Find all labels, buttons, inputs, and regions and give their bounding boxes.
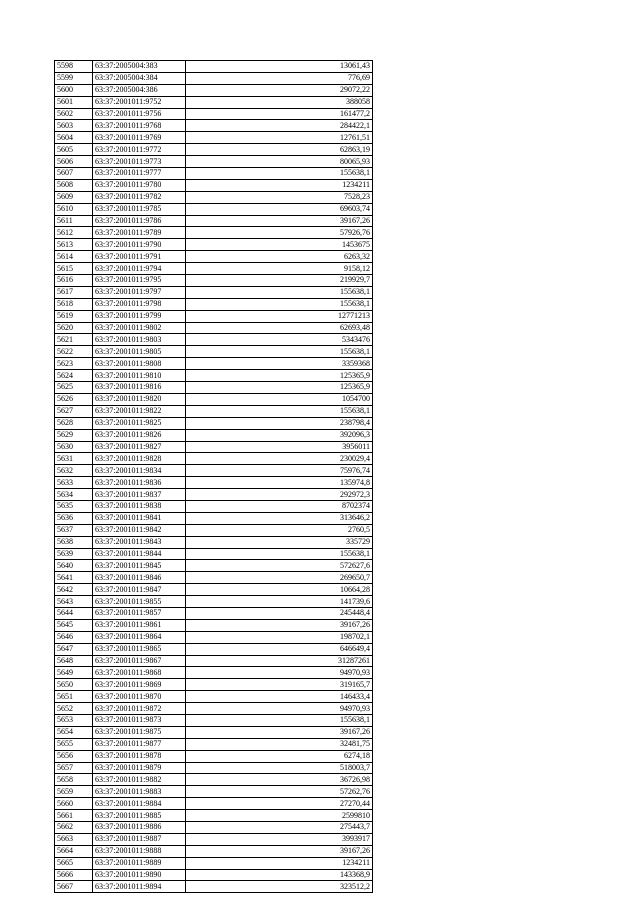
row-number: 5621 (55, 334, 93, 346)
cadastral-number: 63:37:2001011:9864 (93, 631, 186, 643)
cadastral-value: 57262,76 (186, 786, 373, 798)
row-number: 5635 (55, 500, 93, 512)
table-row (55, 560, 373, 572)
cadastral-number: 63:37:2001011:9855 (93, 596, 186, 608)
cadastral-value: 3993917 (186, 833, 373, 845)
table-row (55, 726, 373, 738)
cadastral-value: 146433,4 (186, 691, 373, 703)
table-row (55, 667, 373, 679)
cadastral-number: 63:37:2001011:9803 (93, 334, 186, 346)
cadastral-value: 238798,4 (186, 417, 373, 429)
table-row (55, 489, 373, 501)
row-number: 5611 (55, 215, 93, 227)
row-number: 5656 (55, 750, 93, 762)
row-number: 5633 (55, 477, 93, 489)
cadastral-value: 135974,8 (186, 477, 373, 489)
cadastral-value: 39167,26 (186, 845, 373, 857)
cadastral-number: 63:37:2001011:9873 (93, 714, 186, 726)
table-row (55, 405, 373, 417)
table-row (55, 346, 373, 358)
table-row (55, 881, 373, 893)
cadastral-number: 63:37:2001011:9789 (93, 227, 186, 239)
table-row (55, 774, 373, 786)
row-number: 5605 (55, 144, 93, 156)
cadastral-number: 63:37:2001011:9838 (93, 500, 186, 512)
cadastral-number: 63:37:2001011:9786 (93, 215, 186, 227)
cadastral-number: 63:37:2001011:9842 (93, 524, 186, 536)
cadastral-number: 63:37:2001011:9794 (93, 263, 186, 275)
cadastral-value: 323512,2 (186, 881, 373, 893)
cadastral-value: 36726,98 (186, 774, 373, 786)
table-row (55, 417, 373, 429)
row-number: 5657 (55, 762, 93, 774)
cadastral-value: 6263,32 (186, 251, 373, 263)
cadastral-number: 63:37:2001011:9867 (93, 655, 186, 667)
table-row (55, 857, 373, 869)
cadastral-value: 31287261 (186, 655, 373, 667)
table-row (55, 584, 373, 596)
cadastral-value: 1234211 (186, 857, 373, 869)
row-number: 5615 (55, 263, 93, 275)
table-row (55, 322, 373, 334)
table-row (55, 548, 373, 560)
cadastral-number: 63:37:2001011:9884 (93, 798, 186, 810)
cadastral-number: 63:37:2001011:9828 (93, 453, 186, 465)
cadastral-number: 63:37:2001011:9845 (93, 560, 186, 572)
table-row (55, 512, 373, 524)
cadastral-number: 63:37:2001011:9795 (93, 275, 186, 287)
row-number: 5609 (55, 191, 93, 203)
row-number: 5640 (55, 560, 93, 572)
row-number: 5622 (55, 346, 93, 358)
table-row (55, 643, 373, 655)
cadastral-value: 155638,1 (186, 286, 373, 298)
table-row (55, 619, 373, 631)
row-number: 5651 (55, 691, 93, 703)
cadastral-value: 313646,2 (186, 512, 373, 524)
row-number: 5665 (55, 857, 93, 869)
table-row (55, 810, 373, 822)
cadastral-value: 275443,7 (186, 822, 373, 834)
row-number: 5604 (55, 132, 93, 144)
row-number: 5645 (55, 619, 93, 631)
row-number: 5603 (55, 120, 93, 132)
table-row (55, 833, 373, 845)
table-row (55, 393, 373, 405)
cadastral-value: 161477,2 (186, 108, 373, 120)
cadastral-value: 39167,26 (186, 215, 373, 227)
cadastral-value: 1234211 (186, 179, 373, 191)
cadastral-value: 1054700 (186, 393, 373, 405)
cadastral-number: 63:37:2001011:9836 (93, 477, 186, 489)
row-number: 5660 (55, 798, 93, 810)
table-row (55, 869, 373, 881)
table-row (55, 453, 373, 465)
table-row (55, 465, 373, 477)
cadastral-value: 62693,48 (186, 322, 373, 334)
row-number: 5654 (55, 726, 93, 738)
table-row (55, 263, 373, 275)
cadastral-number: 63:37:2001011:9887 (93, 833, 186, 845)
table-row (55, 298, 373, 310)
cadastral-value: 392096,3 (186, 429, 373, 441)
cadastral-value: 32481,75 (186, 738, 373, 750)
table-row (55, 536, 373, 548)
cadastral-value: 10664,28 (186, 584, 373, 596)
cadastral-value: 94970,93 (186, 703, 373, 715)
row-number: 5663 (55, 833, 93, 845)
table-row (55, 227, 373, 239)
cadastral-number: 63:37:2001011:9894 (93, 881, 186, 893)
cadastral-number: 63:37:2001011:9822 (93, 405, 186, 417)
cadastral-number: 63:37:2001011:9790 (93, 239, 186, 251)
cadastral-number: 63:37:2001011:9883 (93, 786, 186, 798)
cadastral-value: 269650,7 (186, 572, 373, 584)
cadastral-value: 284422,1 (186, 120, 373, 132)
table-row (55, 596, 373, 608)
cadastral-number: 63:37:2001011:9875 (93, 726, 186, 738)
cadastral-number: 63:37:2005004:386 (93, 84, 186, 96)
cadastral-value: 155638,1 (186, 548, 373, 560)
table-row (55, 144, 373, 156)
row-number: 5626 (55, 393, 93, 405)
cadastral-number: 63:37:2001011:9791 (93, 251, 186, 263)
table-row (55, 786, 373, 798)
cadastral-value: 3956011 (186, 441, 373, 453)
cadastral-value: 155638,1 (186, 168, 373, 180)
cadastral-value: 198702,1 (186, 631, 373, 643)
table-row (55, 429, 373, 441)
cadastral-value: 1453675 (186, 239, 373, 251)
cadastral-value: 776,69 (186, 72, 373, 84)
row-number: 5607 (55, 168, 93, 180)
table-row (55, 168, 373, 180)
row-number: 5643 (55, 596, 93, 608)
cadastral-number: 63:37:2001011:9810 (93, 370, 186, 382)
row-number: 5601 (55, 96, 93, 108)
cadastral-value: 29072,22 (186, 84, 373, 96)
row-number: 5664 (55, 845, 93, 857)
row-number: 5608 (55, 179, 93, 191)
cadastral-value: 2599810 (186, 810, 373, 822)
cadastral-number: 63:37:2001011:9841 (93, 512, 186, 524)
table-row (55, 120, 373, 132)
table-row (55, 822, 373, 834)
table-row (55, 382, 373, 394)
table-row (55, 286, 373, 298)
row-number: 5624 (55, 370, 93, 382)
cadastral-number: 63:37:2001011:9782 (93, 191, 186, 203)
cadastral-number: 63:37:2001011:9808 (93, 358, 186, 370)
row-number: 5619 (55, 310, 93, 322)
cadastral-value: 292972,3 (186, 489, 373, 501)
cadastral-value-table (54, 60, 373, 893)
cadastral-number: 63:37:2001011:9890 (93, 869, 186, 881)
cadastral-value: 8702374 (186, 500, 373, 512)
table-row (55, 679, 373, 691)
table-row (55, 477, 373, 489)
cadastral-value: 2760,5 (186, 524, 373, 536)
cadastral-value: 518003,7 (186, 762, 373, 774)
table-row (55, 441, 373, 453)
row-number: 5632 (55, 465, 93, 477)
cadastral-number: 63:37:2001011:9885 (93, 810, 186, 822)
table-row (55, 203, 373, 215)
cadastral-number: 63:37:2001011:9834 (93, 465, 186, 477)
row-number: 5617 (55, 286, 93, 298)
cadastral-value: 141739,6 (186, 596, 373, 608)
cadastral-value: 155638,1 (186, 714, 373, 726)
cadastral-number: 63:37:2001011:9780 (93, 179, 186, 191)
table-row (55, 572, 373, 584)
cadastral-number: 63:37:2001011:9777 (93, 168, 186, 180)
cadastral-value: 155638,1 (186, 346, 373, 358)
cadastral-number: 63:37:2001011:9857 (93, 607, 186, 619)
cadastral-value: 572627,6 (186, 560, 373, 572)
row-number: 5650 (55, 679, 93, 691)
cadastral-value: 143368,9 (186, 869, 373, 881)
cadastral-number: 63:37:2001011:9772 (93, 144, 186, 156)
cadastral-value: 75976,74 (186, 465, 373, 477)
cadastral-number: 63:37:2001011:9773 (93, 156, 186, 168)
table-row (55, 500, 373, 512)
cadastral-value: 13061,43 (186, 61, 373, 73)
cadastral-number: 63:37:2001011:9826 (93, 429, 186, 441)
cadastral-number: 63:37:2001011:9879 (93, 762, 186, 774)
row-number: 5648 (55, 655, 93, 667)
cadastral-number: 63:37:2005004:383 (93, 61, 186, 73)
table-row (55, 631, 373, 643)
table-row (55, 275, 373, 287)
cadastral-number: 63:37:2001011:9844 (93, 548, 186, 560)
table-row (55, 334, 373, 346)
cadastral-value: 230029,4 (186, 453, 373, 465)
row-number: 5641 (55, 572, 93, 584)
table-row (55, 655, 373, 667)
row-number: 5637 (55, 524, 93, 536)
row-number: 5653 (55, 714, 93, 726)
row-number: 5628 (55, 417, 93, 429)
cadastral-number: 63:37:2001011:9837 (93, 489, 186, 501)
table-row (55, 691, 373, 703)
cadastral-number: 63:37:2001011:9846 (93, 572, 186, 584)
cadastral-value: 155638,1 (186, 405, 373, 417)
cadastral-value: 125365,9 (186, 382, 373, 394)
cadastral-number: 63:37:2001011:9769 (93, 132, 186, 144)
table-row (55, 798, 373, 810)
table-row (55, 108, 373, 120)
row-number: 5642 (55, 584, 93, 596)
row-number: 5658 (55, 774, 93, 786)
row-number: 5625 (55, 382, 93, 394)
cadastral-value: 5343476 (186, 334, 373, 346)
cadastral-value: 125365,9 (186, 370, 373, 382)
cadastral-number: 63:37:2001011:9799 (93, 310, 186, 322)
cadastral-number: 63:37:2001011:9768 (93, 120, 186, 132)
cadastral-value: 80065,93 (186, 156, 373, 168)
cadastral-number: 63:37:2001011:9752 (93, 96, 186, 108)
cadastral-number: 63:37:2001011:9756 (93, 108, 186, 120)
cadastral-number: 63:37:2001011:9825 (93, 417, 186, 429)
row-number: 5655 (55, 738, 93, 750)
row-number: 5631 (55, 453, 93, 465)
cadastral-number: 63:37:2001011:9802 (93, 322, 186, 334)
table-row (55, 370, 373, 382)
table-row (55, 239, 373, 251)
row-number: 5647 (55, 643, 93, 655)
cadastral-number: 63:37:2001011:9888 (93, 845, 186, 857)
cadastral-value: 7528,23 (186, 191, 373, 203)
row-number: 5662 (55, 822, 93, 834)
cadastral-value: 219929,7 (186, 275, 373, 287)
row-number: 5602 (55, 108, 93, 120)
row-number: 5639 (55, 548, 93, 560)
row-number: 5598 (55, 61, 93, 73)
cadastral-value: 12761,51 (186, 132, 373, 144)
table-row (55, 703, 373, 715)
row-number: 5649 (55, 667, 93, 679)
row-number: 5661 (55, 810, 93, 822)
cadastral-value: 3359368 (186, 358, 373, 370)
row-number: 5638 (55, 536, 93, 548)
cadastral-number: 63:37:2001011:9877 (93, 738, 186, 750)
row-number: 5667 (55, 881, 93, 893)
table-row (55, 84, 373, 96)
cadastral-number: 63:37:2005004:384 (93, 72, 186, 84)
cadastral-value: 39167,26 (186, 619, 373, 631)
cadastral-number: 63:37:2001011:9886 (93, 822, 186, 834)
cadastral-value: 27270,44 (186, 798, 373, 810)
cadastral-value: 319165,7 (186, 679, 373, 691)
cadastral-value: 39167,26 (186, 726, 373, 738)
cadastral-number: 63:37:2001011:9865 (93, 643, 186, 655)
table-row (55, 762, 373, 774)
row-number: 5610 (55, 203, 93, 215)
table-row (55, 61, 373, 73)
cadastral-value: 9158,12 (186, 263, 373, 275)
table-row (55, 179, 373, 191)
row-number: 5623 (55, 358, 93, 370)
table-row (55, 845, 373, 857)
table-row (55, 251, 373, 263)
cadastral-value: 57926,76 (186, 227, 373, 239)
cadastral-number: 63:37:2001011:9861 (93, 619, 186, 631)
cadastral-number: 63:37:2001011:9805 (93, 346, 186, 358)
cadastral-number: 63:37:2001011:9878 (93, 750, 186, 762)
cadastral-value: 6274,18 (186, 750, 373, 762)
table-row (55, 215, 373, 227)
row-number: 5612 (55, 227, 93, 239)
cadastral-number: 63:37:2001011:9816 (93, 382, 186, 394)
row-number: 5616 (55, 275, 93, 287)
cadastral-number: 63:37:2001011:9870 (93, 691, 186, 703)
cadastral-value: 388058 (186, 96, 373, 108)
row-number: 5599 (55, 72, 93, 84)
table-row (55, 72, 373, 84)
row-number: 5652 (55, 703, 93, 715)
row-number: 5634 (55, 489, 93, 501)
cadastral-number: 63:37:2001011:9798 (93, 298, 186, 310)
cadastral-number: 63:37:2001011:9843 (93, 536, 186, 548)
cadastral-number: 63:37:2001011:9797 (93, 286, 186, 298)
row-number: 5636 (55, 512, 93, 524)
cadastral-number: 63:37:2001011:9889 (93, 857, 186, 869)
row-number: 5620 (55, 322, 93, 334)
cadastral-value: 646649,4 (186, 643, 373, 655)
table-row (55, 524, 373, 536)
row-number: 5618 (55, 298, 93, 310)
table-row (55, 156, 373, 168)
table-row (55, 310, 373, 322)
row-number: 5629 (55, 429, 93, 441)
cadastral-value: 69603,74 (186, 203, 373, 215)
cadastral-number: 63:37:2001011:9872 (93, 703, 186, 715)
row-number: 5646 (55, 631, 93, 643)
table-row (55, 607, 373, 619)
table-row (55, 714, 373, 726)
table-row (55, 750, 373, 762)
table-body (55, 61, 373, 893)
cadastral-number: 63:37:2001011:9869 (93, 679, 186, 691)
cadastral-number: 63:37:2001011:9847 (93, 584, 186, 596)
row-number: 5630 (55, 441, 93, 453)
row-number: 5614 (55, 251, 93, 263)
table-row (55, 358, 373, 370)
table-row (55, 191, 373, 203)
cadastral-value: 12771213 (186, 310, 373, 322)
cadastral-number: 63:37:2001011:9827 (93, 441, 186, 453)
cadastral-value: 94970,93 (186, 667, 373, 679)
table-row (55, 96, 373, 108)
row-number: 5659 (55, 786, 93, 798)
cadastral-number: 63:37:2001011:9785 (93, 203, 186, 215)
cadastral-number: 63:37:2001011:9868 (93, 667, 186, 679)
table-row (55, 132, 373, 144)
cadastral-value: 62863,19 (186, 144, 373, 156)
row-number: 5613 (55, 239, 93, 251)
cadastral-number: 63:37:2001011:9820 (93, 393, 186, 405)
row-number: 5606 (55, 156, 93, 168)
row-number: 5644 (55, 607, 93, 619)
cadastral-value: 155638,1 (186, 298, 373, 310)
cadastral-value: 335729 (186, 536, 373, 548)
row-number: 5600 (55, 84, 93, 96)
table-row (55, 738, 373, 750)
row-number: 5627 (55, 405, 93, 417)
cadastral-number: 63:37:2001011:9882 (93, 774, 186, 786)
row-number: 5666 (55, 869, 93, 881)
cadastral-value: 245448,4 (186, 607, 373, 619)
